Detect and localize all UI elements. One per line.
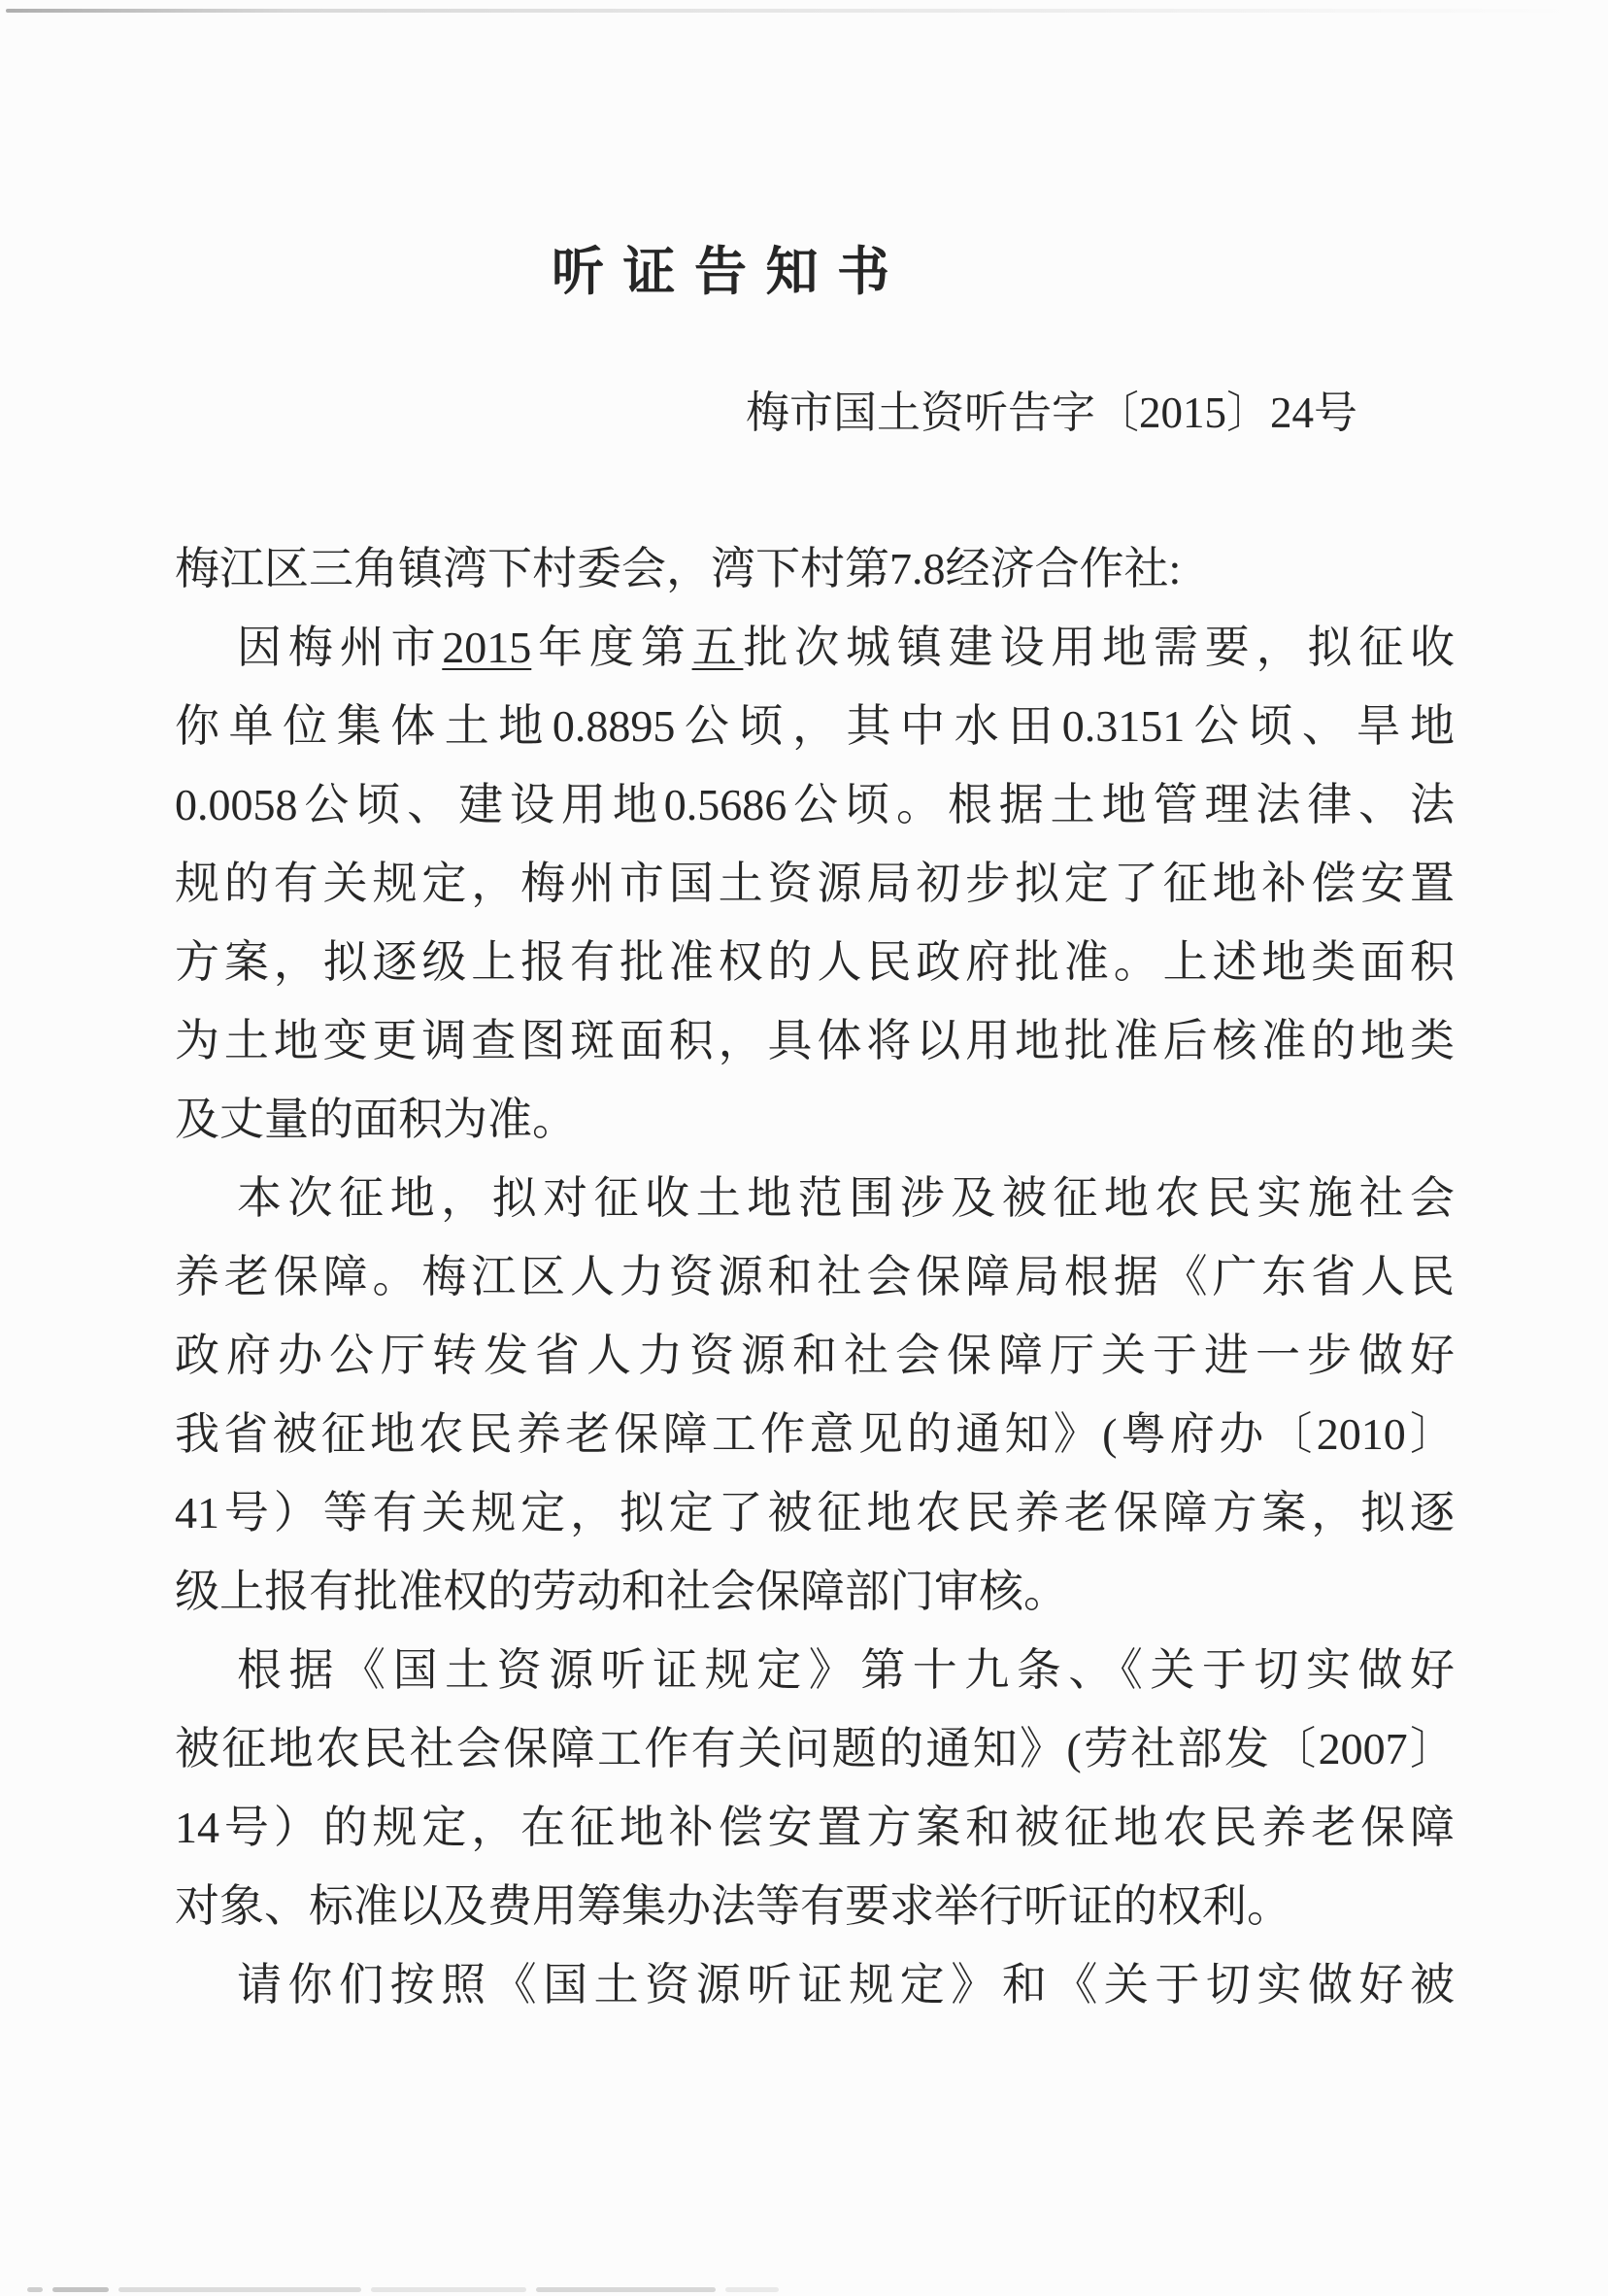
text-segment: 养老保障。梅江区人力资源和社会保障局根据《广东省人民 bbox=[175, 1252, 1455, 1301]
text-line bbox=[175, 529, 1455, 608]
text-segment: 你单位集体土地0.8895公顷，其中水田0.3151公顷、旱地 bbox=[175, 701, 1455, 751]
text-line bbox=[175, 923, 1455, 1001]
text-line bbox=[175, 1080, 1455, 1159]
document-body bbox=[175, 529, 1455, 2024]
text-segment: 政府办公厅转发省人力资源和社会保障厅关于进一步做好 bbox=[175, 1331, 1455, 1380]
text-line bbox=[175, 844, 1455, 923]
text-line bbox=[175, 1788, 1455, 1867]
text-line bbox=[175, 1159, 1455, 1237]
text-line bbox=[175, 687, 1455, 765]
text-segment: 因梅州市 bbox=[237, 623, 443, 672]
text-line bbox=[175, 608, 1455, 687]
text-segment: 规的有关规定，梅州市国土资源局初步拟定了征地补偿安置 bbox=[175, 859, 1455, 908]
text-segment: 年度第 bbox=[531, 623, 692, 672]
text-line bbox=[175, 765, 1455, 844]
text-line bbox=[175, 1001, 1455, 1080]
text-segment: 41号）等有关规定，拟定了被征地农民养老保障方案，拟逐 bbox=[175, 1488, 1455, 1537]
text-segment: 我省被征地农民养老保障工作意见的通知》(粤府办〔2010〕 bbox=[175, 1409, 1455, 1459]
text-segment: 14号）的规定，在征地补偿安置方案和被征地农民养老保障 bbox=[175, 1803, 1455, 1852]
document-number: 梅市国土资听告字〔2015〕24号 bbox=[745, 388, 1357, 437]
text-segment: 批次城镇建设用地需要，拟征收 bbox=[743, 623, 1456, 672]
underlined-text: 五 bbox=[691, 623, 744, 672]
text-segment: 根据《国土资源听证规定》第十九条、《关于切实做好 bbox=[237, 1645, 1455, 1695]
text-segment: 请你们按照《国土资源听证规定》和《关于切实做好被 bbox=[237, 1960, 1455, 2009]
text-segment: 及丈量的面积为准。 bbox=[175, 1095, 577, 1144]
text-segment: 梅江区三角镇湾下村委会，湾下村第7.8经济合作社: bbox=[175, 544, 1182, 593]
text-line bbox=[175, 1945, 1455, 2024]
scan-artifact-bottom-smudge bbox=[27, 2287, 788, 2293]
text-line bbox=[175, 1316, 1455, 1395]
text-segment: 级上报有批准权的劳动和社会保障部门审核。 bbox=[175, 1567, 1068, 1616]
text-segment: 本次征地，拟对征收土地范围涉及被征地农民实施社会 bbox=[237, 1173, 1455, 1223]
text-segment: 对象、标准以及费用筹集办法等有要求举行听证的权利。 bbox=[175, 1881, 1291, 1931]
scan-artifact-top-line bbox=[6, 9, 1579, 13]
text-segment: 0.0058公顷、建设用地0.5686公顷。根据土地管理法律、法 bbox=[175, 780, 1455, 829]
document-title: 听 证 告 知 书 bbox=[552, 243, 892, 302]
text-segment: 被征地农民社会保障工作有关问题的通知》(劳社部发〔2007〕 bbox=[175, 1724, 1455, 1773]
underlined-text: 2015 bbox=[442, 623, 532, 672]
text-segment: 为土地变更调查图斑面积，具体将以用地批准后核准的地类 bbox=[175, 1016, 1455, 1065]
text-line bbox=[175, 1631, 1455, 1709]
text-line bbox=[175, 1709, 1455, 1788]
text-line bbox=[175, 1552, 1455, 1631]
text-segment: 方案，拟逐级上报有批准权的人民政府批准。上述地类面积 bbox=[175, 937, 1455, 987]
text-line bbox=[175, 1237, 1455, 1316]
text-line bbox=[175, 1473, 1455, 1552]
text-line bbox=[175, 1867, 1455, 1945]
text-line bbox=[175, 1395, 1455, 1473]
